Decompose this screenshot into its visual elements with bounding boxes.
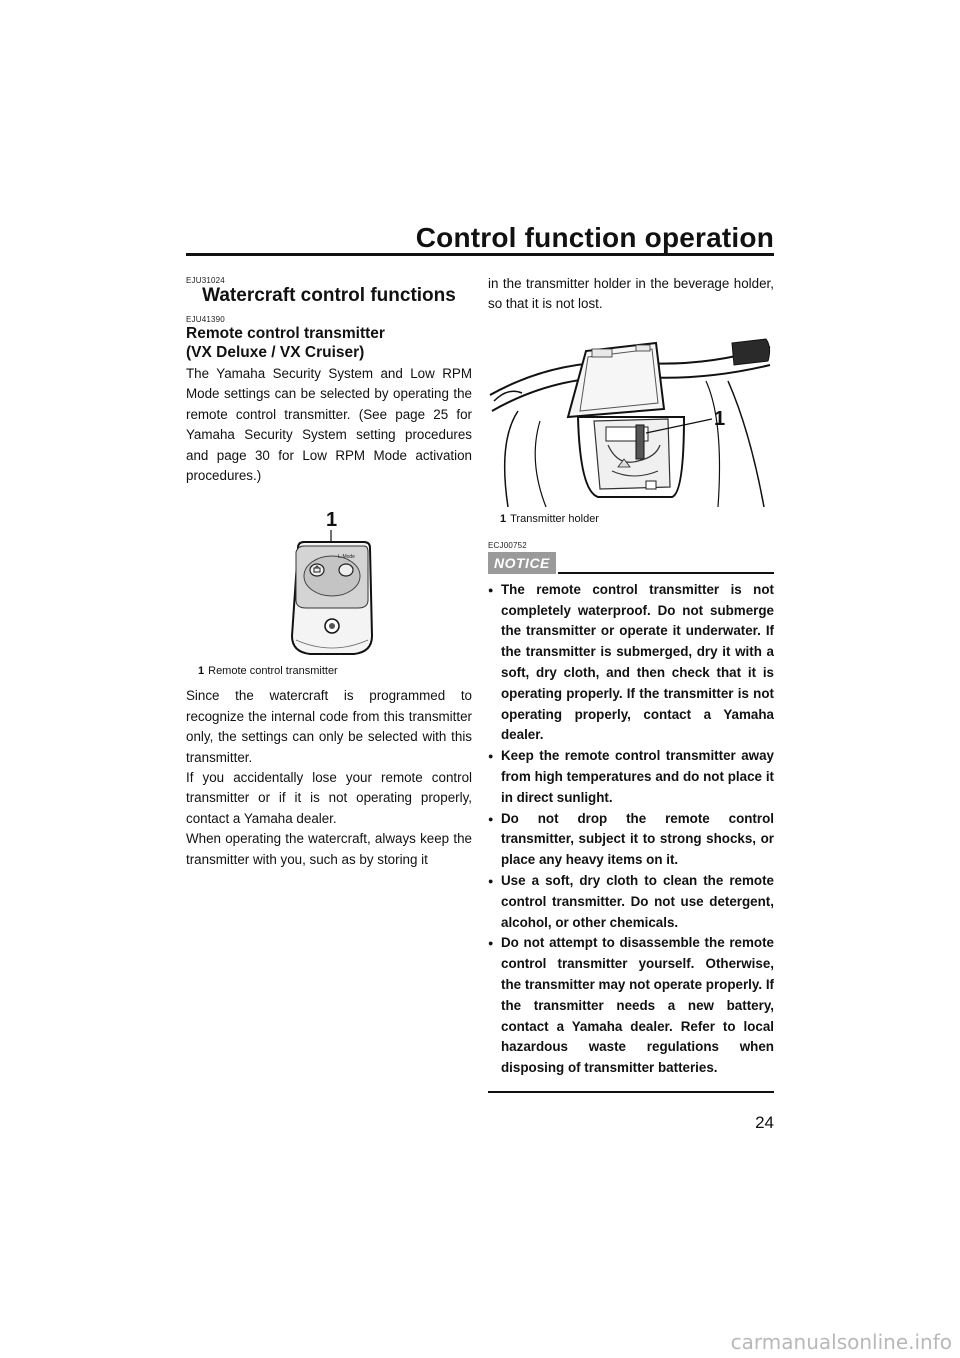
header-rule — [186, 253, 774, 256]
transmitter-holder-illustration — [488, 321, 774, 511]
remote-caption — [198, 664, 338, 678]
notice-code: ECJ00752 — [488, 540, 527, 550]
holder-caption-number: 1 — [500, 512, 507, 525]
holder-figure — [488, 321, 774, 527]
notice-item: ● Do not attempt to disassemble the remote control transmitter yourself. Otherwise, the transmitter may not operate properly. If the transmitter needs a new battery, contact a Yamaha dealer. Refer to local hazardous waste regulations when disposing of transmitter batteries. — [488, 933, 774, 1079]
watermark: carmanualsonline.info — [730, 1330, 952, 1354]
subsection-title-line1: Remote control transmitter — [186, 325, 385, 342]
remote-transmitter-illustration — [186, 496, 472, 680]
page-number: 24 — [755, 1113, 774, 1132]
notice-item: ● Use a soft, dry cloth to clean the remote control transmitter. Do not use detergent, alcohol, or other chemicals. — [488, 871, 774, 933]
paragraph-program: Since the watercraft is programmed to recognize the internal code from this transmitter only, the settings can only be selected with this transmitter. — [186, 688, 472, 765]
remote-callout-number: 1 — [326, 509, 338, 532]
notice-header — [488, 552, 774, 574]
page-title: Control function operation — [415, 222, 774, 253]
subsection-title-line2: (VX Deluxe / VX Cruiser) — [186, 344, 365, 361]
paragraph-keep: When operating the watercraft, always keep the transmitter with you, such as by storing it — [186, 831, 472, 867]
left-column — [186, 276, 472, 870]
notice-item: ● The remote control transmitter is not completely waterproof. Do not submerge the transmitter or operate it underwater. If the transmitter is submerged, dry it with a soft, dry cloth, and then check that it is operating properly. If the transmitter is not operating properly, contact a Yamaha dealer. — [488, 580, 774, 746]
notice-badge: NOTICE — [488, 552, 556, 574]
holder-caption — [500, 512, 599, 526]
notice-rule — [558, 572, 774, 574]
holder-caption-text: Transmitter holder — [510, 512, 599, 525]
notice-list — [488, 580, 774, 1079]
remote-caption-text: Remote control transmitter — [208, 665, 338, 678]
notice-item: ● Keep the remote control transmitter away from high temperatures and do not place it in direct sunlight. — [488, 746, 774, 808]
paragraph-lost: If you accidentally lose your remote control transmitter or if it is not operating properly, contact a Yamaha dealer. — [186, 770, 472, 826]
subsection-code: EJU41390 — [186, 315, 225, 324]
remote-figure — [186, 496, 472, 680]
section-title: Watercraft control functions — [202, 285, 456, 306]
paragraph-continued: in the transmitter holder in the beverage holder, so that it is not lost. — [488, 276, 774, 312]
notice-end-rule — [488, 1091, 774, 1093]
intro-paragraph: The Yamaha Security System and Low RPM Mode settings can be selected by operating the remote control transmitter. (See page 25 for Yamaha Security System setting procedures and page 30 for Low RPM Mode activation procedures.) — [186, 366, 472, 484]
holder-callout-number: 1 — [714, 407, 726, 430]
notice-item: ● Do not drop the remote control transmitter, subject it to strong shocks, or place any heavy items on it. — [488, 809, 774, 871]
section-code: EJU31024 — [186, 276, 225, 285]
remote-mode-label: L-Mode — [338, 554, 355, 561]
remote-caption-number: 1 — [198, 665, 205, 678]
right-column — [488, 274, 774, 1093]
